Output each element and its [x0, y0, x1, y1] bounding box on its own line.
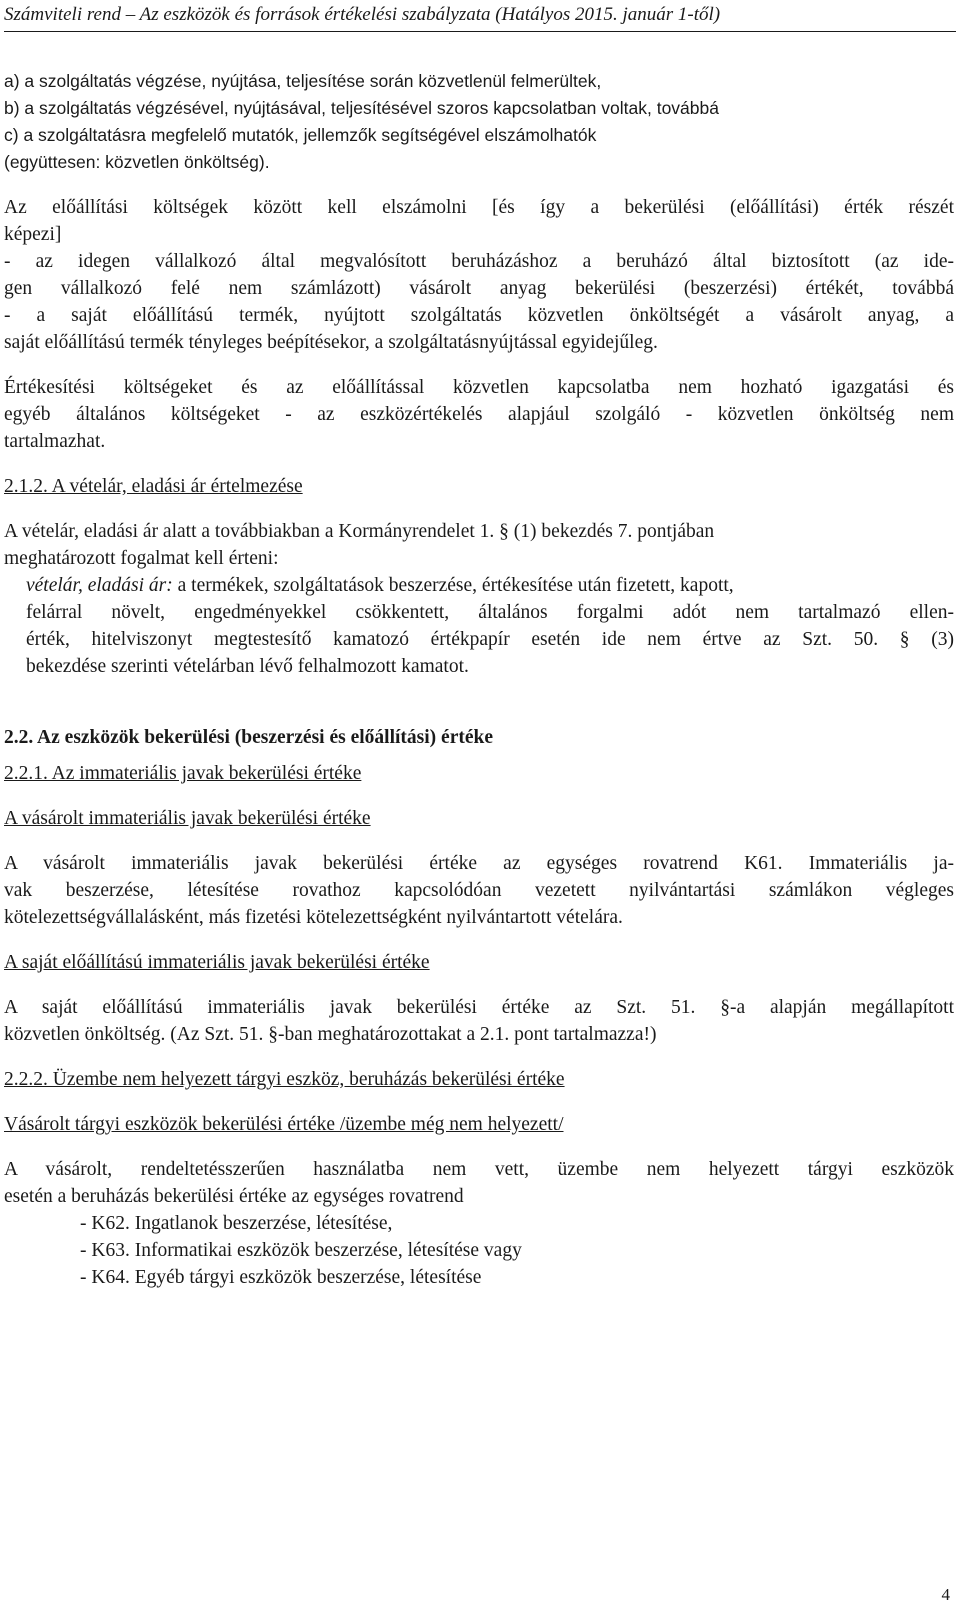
- rovat-list-item: - K62. Ingatlanok beszerzése, létesítése,: [80, 1213, 393, 1234]
- definition-line: [4, 572, 954, 599]
- paragraph-vetelar: [4, 518, 954, 680]
- text-line: Értékesítési költségeket és az előállítással közvetlen kapcsolatba nem hozható igazgatási és: [4, 377, 954, 398]
- text-line: tartalmazhat.: [4, 431, 106, 452]
- page-number: 4: [941, 1585, 950, 1604]
- rovat-list-item: - K63. Informatikai eszközök beszerzése, létesítése vagy: [80, 1240, 522, 1261]
- document-body: [4, 68, 954, 1291]
- subheading-vasarolt-targyi: Vásárolt tárgyi eszközök bekerülési értéke /üzembe még nem helyezett/: [4, 1114, 564, 1135]
- text-line: A vételár, eladási ár alatt a továbbiakban a Kormányrendelet 1. § (1) bekezdés 7. pontjában: [4, 521, 715, 542]
- text-line: képezi]: [4, 224, 62, 245]
- definition-text: a termékek, szolgáltatások beszerzése, értékesítése után fizetett, kapott,: [177, 575, 734, 596]
- definition-line: felárral növelt, engedményekkel csökkentett, általános forgalmi adót nem tartalmazó ellen-: [26, 602, 954, 623]
- header-title: Számviteli rend – Az eszközök és források értékelési szabályzata (Hatályos 2015. január 1-től): [4, 4, 721, 25]
- page-header: [0, 0, 960, 28]
- section-heading-2-2-2: 2.2.2. Üzembe nem helyezett tárgyi eszköz, beruházás bekerülési értéke: [4, 1069, 565, 1090]
- paragraph-sajat-immaterialis: [4, 994, 954, 1048]
- text-line: gen vállalkozó felé nem számlázott) vásárolt anyag bekerülési (beszerzési) értékét, továbbá: [4, 278, 954, 299]
- paragraph-ertekesitesi-koltsegek: [4, 374, 954, 455]
- list-item-a: a) a szolgáltatás végzése, nyújtása, teljesítése során közvetlenül felmerültek,: [4, 71, 602, 91]
- text-line: A vásárolt, rendeltetésszerűen használatba nem vett, üzembe nem helyezett tárgyi eszközök: [4, 1159, 954, 1180]
- text-line: Az előállítási költségek között kell elszámolni [és így a bekerülési (előállítási) érték részét: [4, 197, 954, 218]
- text-line: kötelezettségvállalásként, más fizetési kötelezettségként nyilvántartott vételára.: [4, 907, 623, 928]
- definition-line: érték, hitelviszonyt megtestesítő kamatozó értékpapír esetén ide nem értve az Szt. 50. § (3): [26, 629, 954, 650]
- text-line: vak beszerzése, létesítése rovathoz kapcsolódóan vezetett nyilvántartási számlákon végleges: [4, 880, 954, 901]
- definition-line: bekezdése szerinti vételárban lévő felhalmozott kamatot.: [26, 656, 469, 677]
- text-line: A saját előállítású immateriális javak bekerülési értéke az Szt. 51. §-a alapján megállapított: [4, 997, 954, 1018]
- section-heading-2-1-2: 2.1.2. A vételár, eladási ár értelmezése: [4, 476, 303, 497]
- subheading-vasarolt-immaterialis: A vásárolt immateriális javak bekerülési értéke: [4, 808, 371, 829]
- text-line: egyéb általános költségeket - az eszközértékelés alapjául szolgáló - közvetlen önköltség nem: [4, 404, 954, 425]
- list-item-summary: (együttesen: közvetlen önköltség).: [4, 152, 270, 172]
- list-item-c: c) a szolgáltatásra megfelelő mutatók, jellemzők segítségével elszámolhatók: [4, 125, 597, 145]
- definition-term: vételár, eladási ár:: [26, 575, 173, 596]
- text-line: - az idegen vállalkozó által megvalósított beruházáshoz a beruházó által biztosított (az ide-: [4, 251, 954, 272]
- rovat-list-item: - K64. Egyéb tárgyi eszközök beszerzése, létesítése: [80, 1267, 482, 1288]
- section-heading-2-2-1: 2.2.1. Az immateriális javak bekerülési értéke: [4, 763, 362, 784]
- text-line: meghatározott fogalmat kell érteni:: [4, 548, 279, 569]
- text-line: - a saját előállítású termék, nyújtott szolgáltatás közvetlen önköltségét a vásárolt anyag, a: [4, 305, 954, 326]
- list-item-b: b) a szolgáltatás végzésével, nyújtásával, teljesítésével szoros kapcsolatban voltak, továbbá: [4, 98, 719, 118]
- text-line: közvetlen önköltség. (Az Szt. 51. §-ban meghatározottakat a 2.1. pont tartalmazza!): [4, 1024, 657, 1045]
- text-line: A vásárolt immateriális javak bekerülési értéke az egységes rovatrend K61. Immateriális ja-: [4, 853, 954, 874]
- list-abc: [4, 68, 954, 176]
- text-line: esetén a beruházás bekerülési értéke az egységes rovatrend: [4, 1186, 464, 1207]
- paragraph-vasarolt-immaterialis: [4, 850, 954, 931]
- section-heading-2-2: 2.2. Az eszközök bekerülési (beszerzési és előállítási) értéke: [4, 727, 493, 748]
- paragraph-vasarolt-targyi: [4, 1156, 954, 1291]
- header-divider: [4, 31, 956, 32]
- text-line: saját előállítású termék tényleges beépítésekor, a szolgáltatásnyújtással egyidejűleg.: [4, 332, 658, 353]
- paragraph-eloallitasi-koltsegek: [4, 194, 954, 356]
- subheading-sajat-immaterialis: A saját előállítású immateriális javak bekerülési értéke: [4, 952, 430, 973]
